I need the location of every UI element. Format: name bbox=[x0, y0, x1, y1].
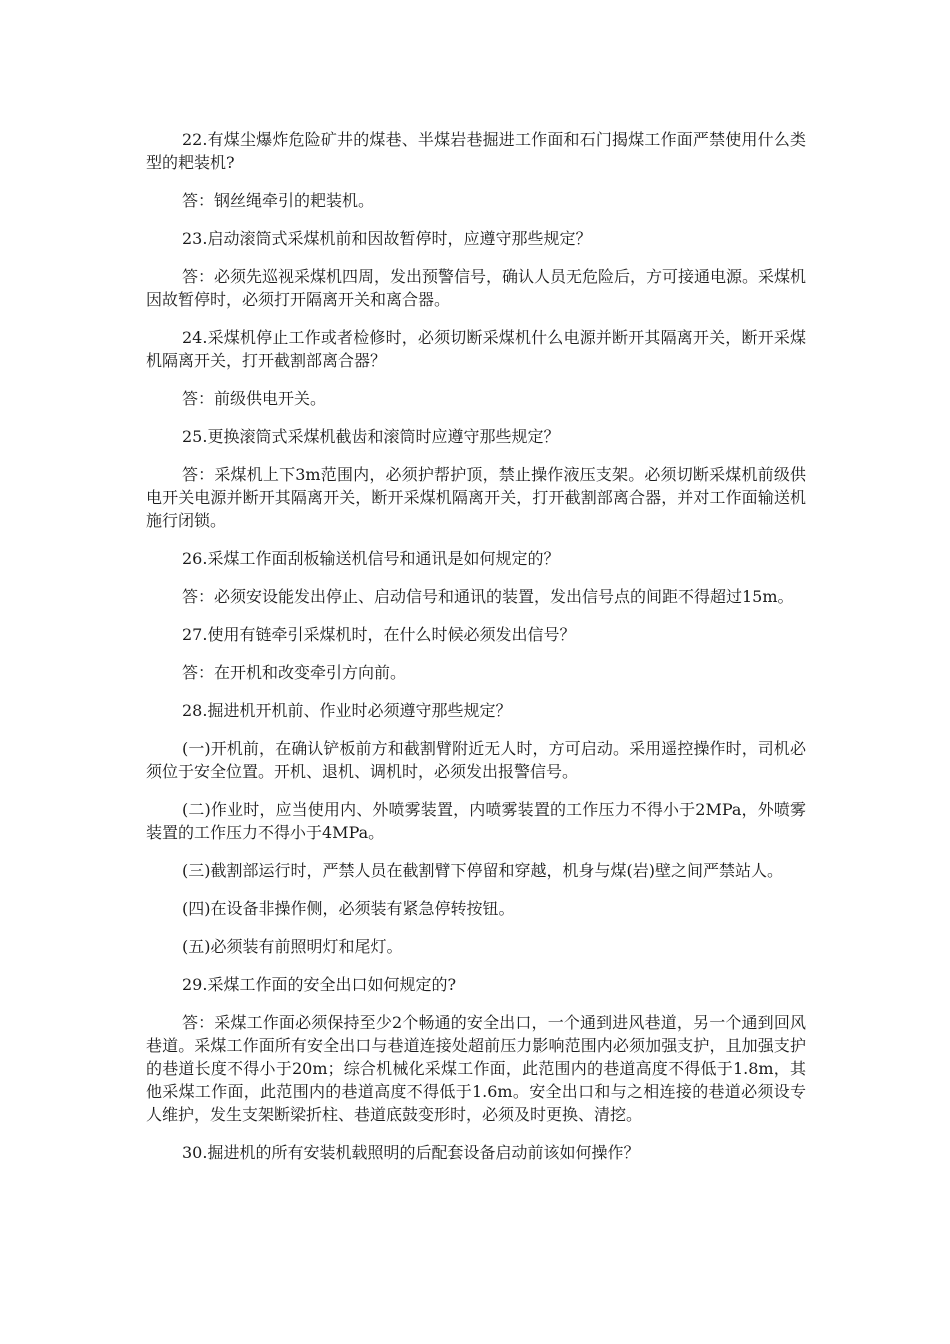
answer-28-item-1: (一)开机前，在确认铲板前方和截割臂附近无人时，方可启动。采用遥控操作时，司机必须位于安全位置。开机、退机、调机时，必须发出报警信号。 bbox=[146, 739, 806, 781]
answer-23: 答：必须先巡视采煤机四周，发出预警信号，确认人员无危险后，方可接通电源。采煤机因故暂停时，必须打开隔离开关和离合器。 bbox=[146, 267, 807, 309]
question-24: 24.采煤机停止工作或者检修时，必须切断采煤机什么电源并断开其隔离开关，断开采煤机隔离开关，打开截割部离合器？ bbox=[146, 328, 806, 370]
document-body bbox=[146, 128, 806, 1179]
answer-28-item-5: (五)必须装有前照明灯和尾灯。 bbox=[182, 937, 403, 956]
answer-26: 答：必须安设能发出停止、启动信号和通讯的装置，发出信号点的间距不得超过15m。 bbox=[182, 587, 794, 606]
question-27: 27.使用有链牵引采煤机时，在什么时候必须发出信号？ bbox=[182, 625, 576, 644]
answer-22: 答：钢丝绳牵引的耙装机。 bbox=[182, 191, 375, 210]
question-23: 23.启动滚筒式采煤机前和因故暂停时，应遵守那些规定？ bbox=[182, 229, 592, 248]
question-25: 25.更换滚筒式采煤机截齿和滚筒时应遵守那些规定？ bbox=[182, 427, 560, 446]
answer-24: 答：前级供电开关。 bbox=[182, 389, 327, 408]
question-30: 30.掘进机的所有安装机载照明的后配套设备启动前该如何操作？ bbox=[182, 1143, 640, 1162]
question-28: 28.掘进机开机前、作业时必须遵守那些规定？ bbox=[182, 701, 512, 720]
answer-28-item-4: (四)在设备非操作侧，必须装有紧急停转按钮。 bbox=[182, 899, 515, 918]
answer-28-item-3: (三)截割部运行时，严禁人员在截割臂下停留和穿越，机身与煤(岩)壁之间严禁站人。 bbox=[182, 861, 783, 880]
answer-28-item-2: (二)作业时，应当使用内、外喷雾装置，内喷雾装置的工作压力不得小于2MPa，外喷雾装置的工作压力不得小于4MPa。 bbox=[146, 800, 806, 842]
question-26: 26.采煤工作面刮板输送机信号和通讯是如何规定的？ bbox=[182, 549, 560, 568]
question-22: 22.有煤尘爆炸危险矿井的煤巷、半煤岩巷掘进工作面和石门揭煤工作面严禁使用什么类型的耙装机? bbox=[146, 130, 806, 172]
answer-29: 答：采煤工作面必须保持至少2个畅通的安全出口，一个通到进风巷道，另一个通到回风巷道。采煤工作面所有安全出口与巷道连接处超前压力影响范围内必须加强支护，且加强支护的巷道长度不得小于20m；综合机械化采煤工作面，此范围内的巷道高度不得低于1.8m，其他采煤工作面，此范围内的巷道高度不得低于1.6m。安全出口和与之相连接的巷道必须设专人维护，发生支架断梁折柱、巷道底鼓变形时，必须及时更换、清挖。 bbox=[146, 1013, 806, 1124]
answer-25: 答：采煤机上下3m范围内，必须护帮护顶，禁止操作液压支架。必须切断采煤机前级供电开关电源并断开其隔离开关，断开采煤机隔离开关，打开截割部离合器，并对工作面输送机施行闭锁。 bbox=[146, 465, 806, 530]
answer-27: 答：在开机和改变牵引方向前。 bbox=[182, 663, 407, 682]
question-29: 29.采煤工作面的安全出口如何规定的? bbox=[182, 975, 457, 994]
